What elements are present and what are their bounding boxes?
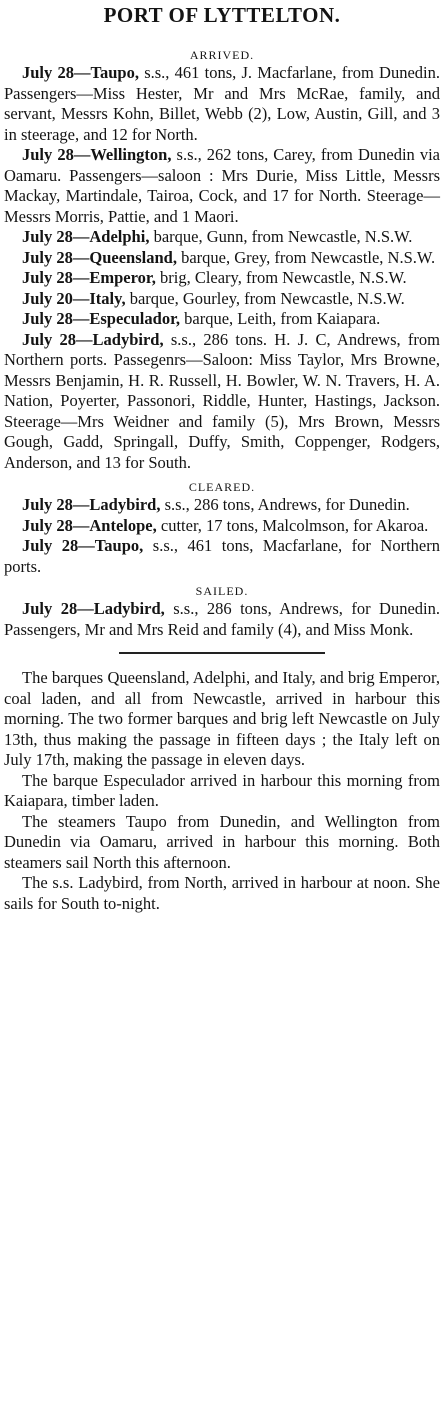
entry-text: s.s., 286 tons, Andrews, for Dunedin. Passengers, Mr and Mrs Reid and family (4), and Miss Monk. xyxy=(4,599,440,639)
entry-lead: July 28—Especulador, xyxy=(22,309,181,328)
news-paragraph: The steamers Taupo from Dunedin, and Wellington from Dunedin via Oamaru, arrived in harbour this morning. Both steamers sail North this afternoon. xyxy=(4,811,440,872)
shipping-entry xyxy=(4,145,440,227)
entry-text: s.s., 262 tons, Carey, from Dunedin via Oamaru. Passengers—saloon : Mrs Durie, Miss Little, Messrs Mackay, Martindale, Tairoa, Cock, and 17 for North. Steerage—Messrs Morris, Pattie, and 1 Maori. xyxy=(4,145,440,226)
entry-text: s.s., 461 tons, Macfarlane, for Northern ports. xyxy=(4,536,440,576)
entry-text: cutter, 17 tons, Malcolmson, for Akaroa. xyxy=(156,515,429,535)
section-arrived xyxy=(4,47,440,473)
entry-lead: July 28—Queensland, xyxy=(22,247,177,267)
section-heading-cleared: CLEARED. xyxy=(188,480,256,494)
page-title: PORT OF LYTTELTON. xyxy=(103,3,341,27)
shipping-entry xyxy=(4,289,440,310)
section-heading-arrived: ARRIVED. xyxy=(189,48,255,62)
section-sailed xyxy=(4,583,440,640)
harbour-news xyxy=(4,668,440,914)
shipping-entry xyxy=(4,248,440,269)
section-cleared xyxy=(4,479,440,577)
entry-text: barque, Leith, from Kaiapara. xyxy=(180,309,381,328)
shipping-entry xyxy=(4,268,440,289)
news-paragraph: The s.s. Ladybird, from North, arrived in harbour at noon. She sails for South to-night. xyxy=(4,873,440,913)
shipping-entry xyxy=(4,63,440,145)
section-heading-sailed: SAILED. xyxy=(195,584,249,598)
entry-lead: July 28—Antelope, xyxy=(22,515,157,535)
entry-lead: July 28—Taupo, xyxy=(22,63,139,82)
entry-text: barque, Grey, from Newcastle, N.S.W. xyxy=(176,247,436,267)
entry-text: brig, Cleary, from Newcastle, N.S.W. xyxy=(155,268,407,287)
shipping-entry xyxy=(4,227,440,248)
entry-text: barque, Gunn, from Newcastle, N.S.W. xyxy=(149,227,413,246)
section-divider xyxy=(119,652,325,654)
entry-lead: July 28—Emperor, xyxy=(22,268,156,287)
news-paragraph: The barques Queensland, Adelphi, and Italy, and brig Emperor, coal laden, and all from Newcastle, arrived in harbour this morning. The two former barques and brig left Newcastle on July 13th, thus making the passage in fifteen days ; the Italy left on July 17th, making the passage in eleven days. xyxy=(4,668,440,769)
entry-text: s.s., 286 tons. H. J. C, Andrews, from Northern ports. Passegenrs—Saloon: Miss Taylor, Mrs Browne, Messrs Benjamin, H. R. Russell, H. Bowler, W. N. Travers, H. A. Nation, Poyerter, Passonori, Riddle, Hunter, Hastings, Jackson. Steerage—Mrs Weidner and family (5), Mrs Brown, Messrs Gough, Gadd, Springall, Duffy, Smith, Coppenger, Rodgers, Anderson, and 13 for South. xyxy=(4,329,440,472)
entry-lead: July 28—Ladybird, xyxy=(22,329,164,349)
entry-text: barque, Gourley, from Newcastle, N.S.W. xyxy=(125,288,405,308)
entry-lead: July 28—Taupo, xyxy=(22,536,144,555)
shipping-entry xyxy=(4,330,440,474)
news-paragraph: The barque Especulador arrived in harbour this morning from Kaiapara, timber laden. xyxy=(4,770,440,810)
shipping-entry xyxy=(4,495,440,516)
entry-lead: July 28—Ladybird, xyxy=(22,495,161,514)
shipping-entry xyxy=(4,309,440,330)
entry-lead: July 28—Adelphi, xyxy=(22,227,150,246)
entry-lead: July 20—Italy, xyxy=(22,288,126,308)
entry-lead: July 28—Ladybird, xyxy=(22,599,165,618)
entry-text: s.s., 461 tons, J. Macfarlane, from Dunedin. Passengers—Miss Hester, Mr and Mrs McRae, family, and servant, Messrs Kohn, Billet, Webb (2), Low, Austin, Gill, and 3 in steerage, and 12 for North. xyxy=(4,63,440,144)
shipping-entry xyxy=(4,536,440,577)
shipping-entry xyxy=(4,516,440,537)
shipping-entry xyxy=(4,599,440,640)
entry-text: s.s., 286 tons, Andrews, for Dunedin. xyxy=(160,495,410,514)
entry-lead: July 28—Wellington, xyxy=(22,145,172,164)
